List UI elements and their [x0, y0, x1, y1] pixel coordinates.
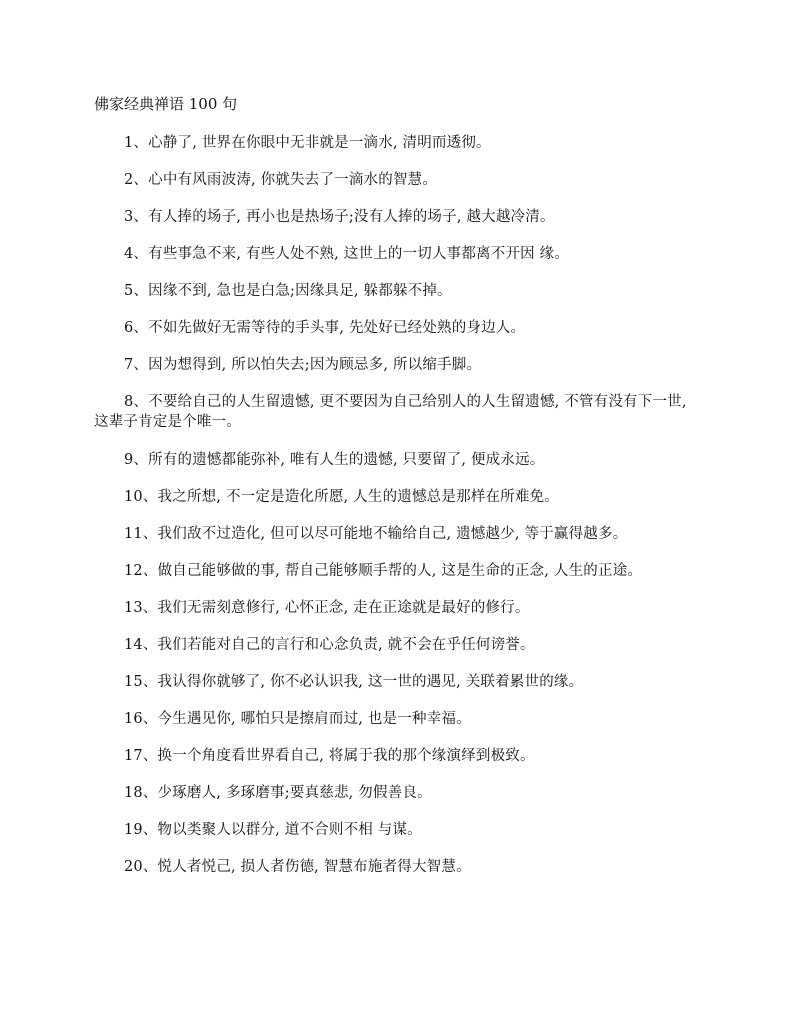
quote-item: 15、我认得你就够了, 你不必认识我, 这一世的遇见, 关联着累世的缘。: [124, 674, 584, 690]
quote-item: 20、悦人者悦己, 损人者伤德, 智慧布施者得大智慧。: [124, 859, 471, 875]
quote-item: 10、我之所想, 不一定是造化所愿, 人生的遗憾总是那样在所难免。: [124, 489, 559, 505]
quote-item: 5、因缘不到, 急也是白急;因缘具足, 躲都躲不掉。: [124, 283, 452, 299]
quote-item: 14、我们若能对自己的言行和心念负责, 就不会在乎任何谤誉。: [124, 637, 535, 653]
quote-item: 12、做自己能够做的事, 帮自己能够顺手帮的人, 这是生命的正念, 人生的正途。: [124, 563, 643, 579]
quote-item: 2、心中有风雨波涛, 你就失去了一滴水的智慧。: [124, 172, 438, 188]
quote-list: [94, 133, 706, 894]
quote-item: 11、我们敌不过造化, 但可以尽可能地不输给自己, 遗憾越少, 等于赢得越多。: [124, 526, 628, 542]
quote-item: 3、有人捧的场子, 再小也是热场子;没有人捧的场子, 越大越冷清。: [124, 209, 555, 225]
document-title: 佛家经典禅语 100 句: [94, 95, 238, 113]
quote-item: 16、今生遇见你, 哪怕只是擦肩而过, 也是一种幸福。: [124, 711, 471, 727]
quote-item: 8、不要给自己的人生留遗憾, 更不要因为自己给别人的人生留遗憾, 不管有没有下一世, 这辈子肯定是个唯一。: [94, 394, 687, 430]
quote-item: 7、因为想得到, 所以怕失去;因为顾忌多, 所以缩手脚。: [124, 357, 482, 373]
quote-item: 19、物以类聚人以群分, 道不合则不相 与谋。: [124, 822, 422, 838]
quote-item: 1、心静了, 世界在你眼中无非就是一滴水, 清明而透彻。: [124, 135, 491, 151]
quote-item: 9、所有的遗憾都能弥补, 唯有人生的遗憾, 只要留了, 便成永远。: [124, 452, 545, 468]
quote-item: 4、有些事急不来, 有些人处不熟, 这世上的一切人事都离不开因 缘。: [124, 246, 570, 262]
quote-item: 13、我们无需刻意修行, 心怀正念, 走在正途就是最好的修行。: [124, 600, 530, 616]
quote-item: 17、换一个角度看世界看自己, 将属于我的那个缘演绎到极致。: [124, 748, 535, 764]
quote-item: 6、不如先做好无需等待的手头事, 先处好已经处熟的身边人。: [124, 320, 526, 336]
quote-item: 18、少琢磨人, 多琢磨事;要真慈悲, 勿假善良。: [124, 785, 432, 801]
